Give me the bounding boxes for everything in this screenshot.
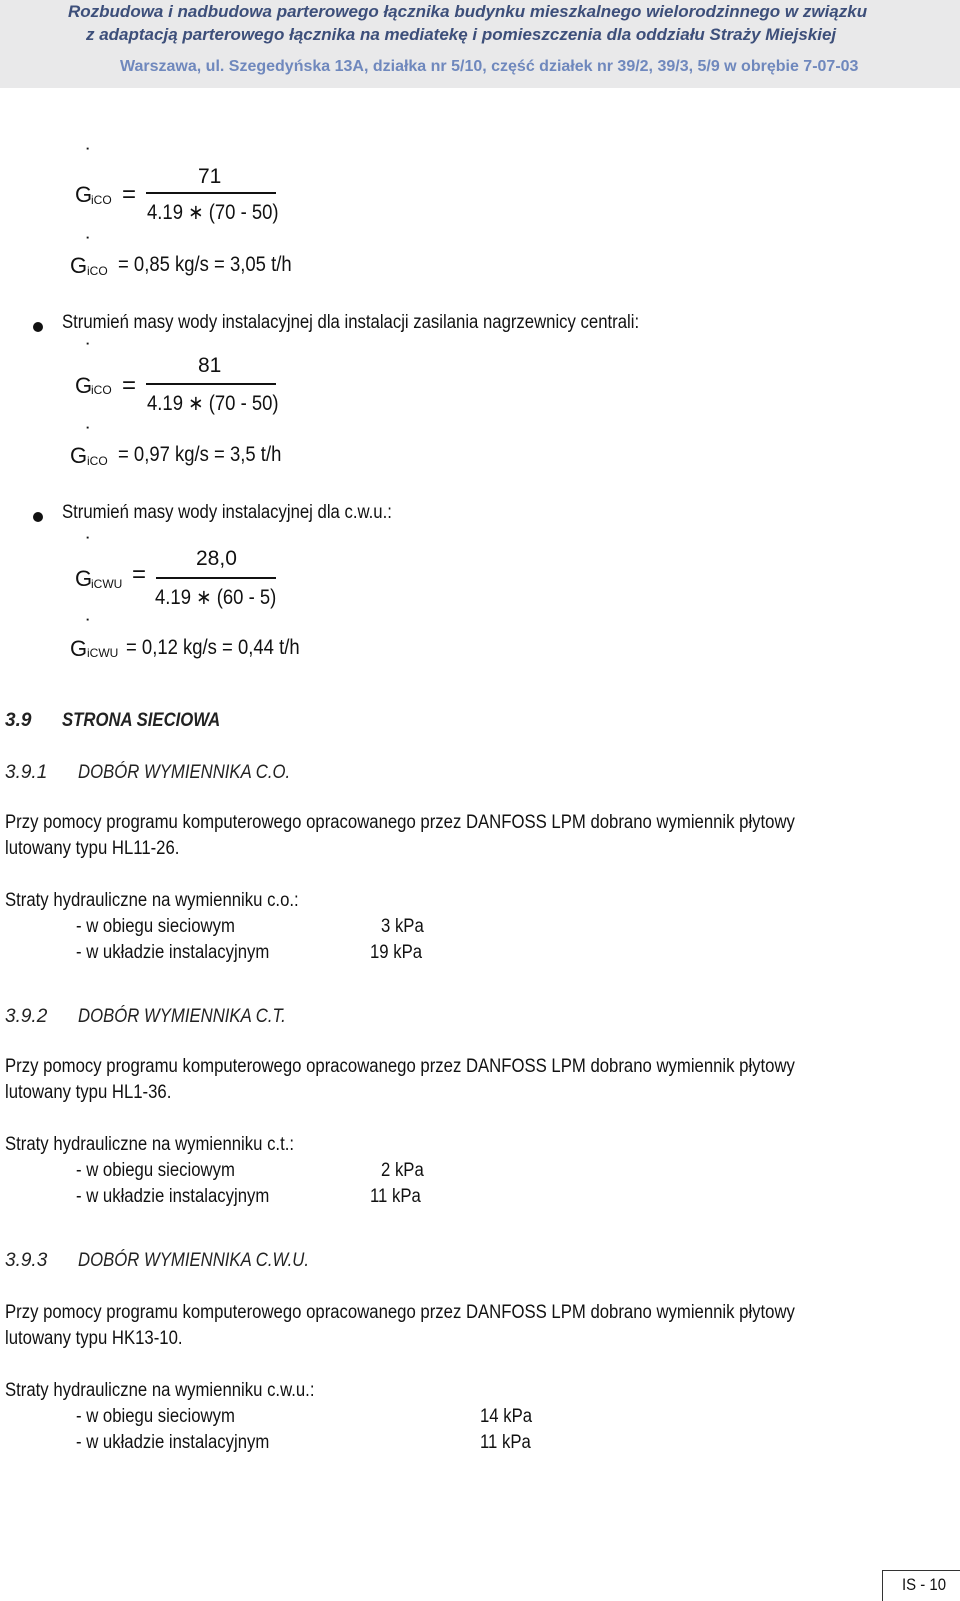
paragraph: Przy pomocy programu komputerowego opracowanego przez DANFOSS LPM dobrano wymiennik płytowy — [5, 812, 795, 833]
subsection-number: 3.9.2 — [5, 1006, 48, 1027]
subsection-title: DOBÓR WYMIENNIKA C.O. — [78, 762, 291, 783]
section-number: 3.9 — [5, 710, 32, 731]
bullet-icon — [33, 512, 43, 522]
denominator: 4.19 ∗ (70 - 50) — [147, 392, 279, 415]
paragraph: Przy pomocy programu komputerowego opracowanego przez DANFOSS LPM dobrano wymiennik płytowy — [5, 1056, 795, 1077]
loss-value: 2 kPa — [381, 1160, 424, 1181]
g-subscript: iCWU — [87, 646, 119, 660]
subsection-number: 3.9.1 — [5, 762, 48, 783]
numerator: 81 — [198, 354, 222, 377]
loss-label: - w układzie instalacyjnym — [76, 942, 270, 963]
g-subscript: iCO — [87, 264, 108, 278]
g-subscript: iCO — [91, 193, 112, 207]
bullet-icon — [33, 322, 43, 332]
losses-heading: Straty hydrauliczne na wymienniku c.t.: — [5, 1134, 295, 1155]
loss-label: - w układzie instalacyjnym — [76, 1186, 270, 1207]
paragraph-cont: lutowany typu HL1-36. — [5, 1082, 172, 1103]
fraction-bar — [146, 192, 276, 194]
g-subscript: iCWU — [91, 577, 123, 591]
loss-label: - w obiegu sieciowym — [76, 1406, 235, 1427]
numerator: 28,0 — [196, 547, 237, 570]
equals-sign: = — [122, 372, 137, 399]
result: = 0,12 kg/s = 0,44 t/h — [126, 636, 300, 659]
document-header — [0, 0, 960, 88]
paragraph-cont: lutowany typu HL11-26. — [5, 838, 180, 859]
subsection-number: 3.9.3 — [5, 1250, 48, 1271]
loss-value: 14 kPa — [480, 1406, 533, 1427]
equals-sign: = — [122, 181, 137, 208]
g-subscript: iCO — [91, 383, 112, 397]
equals-sign: = — [132, 561, 147, 588]
header-address: Warszawa, ul. Szegedyńska 13A, działka nr 5/10, część działek nr 39/2, 39/3, 5/9 w obrębie 7-07-03 — [120, 58, 859, 75]
loss-value: 11 kPa — [480, 1432, 531, 1453]
page-number: IS - 10 — [902, 1575, 947, 1594]
result: = 0,97 kg/s = 3,5 t/h — [118, 443, 282, 466]
g-symbol: G — [70, 253, 88, 278]
losses-heading: Straty hydrauliczne na wymienniku c.w.u.: — [5, 1380, 315, 1401]
paragraph: Przy pomocy programu komputerowego opracowanego przez DANFOSS LPM dobrano wymiennik płytowy — [5, 1302, 795, 1323]
loss-value: 3 kPa — [381, 916, 424, 937]
fraction-bar — [156, 577, 276, 579]
header-title-line1: Rozbudowa i nadbudowa parterowego łącznika budynku mieszkalnego wielorodzinnego w związku — [68, 2, 868, 21]
numerator: 71 — [198, 165, 222, 188]
denominator: 4.19 ∗ (60 - 5) — [155, 586, 277, 609]
loss-label: - w układzie instalacyjnym — [76, 1432, 270, 1453]
loss-label: - w obiegu sieciowym — [76, 916, 235, 937]
section-title: STRONA SIECIOWA — [62, 710, 221, 731]
fraction-bar — [146, 383, 276, 385]
losses-heading: Straty hydrauliczne na wymienniku c.o.: — [5, 890, 299, 911]
loss-label: - w obiegu sieciowym — [76, 1160, 235, 1181]
bullet-text-2: Strumień masy wody instalacyjnej dla c.w.u.: — [62, 502, 392, 523]
g-symbol: G — [75, 182, 93, 207]
result: = 0,85 kg/s = 3,05 t/h — [118, 253, 292, 276]
loss-value: 19 kPa — [370, 942, 423, 963]
g-subscript: iCO — [87, 454, 108, 468]
subsection-title: DOBÓR WYMIENNIKA C.T. — [78, 1006, 286, 1027]
g-symbol: G — [75, 373, 93, 398]
subsection-title: DOBÓR WYMIENNIKA C.W.U. — [78, 1250, 309, 1271]
g-symbol: G — [75, 566, 93, 591]
g-symbol: G — [70, 636, 88, 661]
paragraph-cont: lutowany typu HK13-10. — [5, 1328, 183, 1349]
loss-value: 11 kPa — [370, 1186, 421, 1207]
denominator: 4.19 ∗ (70 - 50) — [147, 201, 279, 224]
g-symbol: G — [70, 443, 88, 468]
bullet-text-1: Strumień masy wody instalacyjnej dla instalacji zasilania nagrzewnicy centrali: — [62, 312, 640, 333]
header-title-line2: z adaptacją parterowego łącznika na mediatekę i pomieszczenia dla oddziału Straży Miejskiej — [86, 25, 837, 44]
